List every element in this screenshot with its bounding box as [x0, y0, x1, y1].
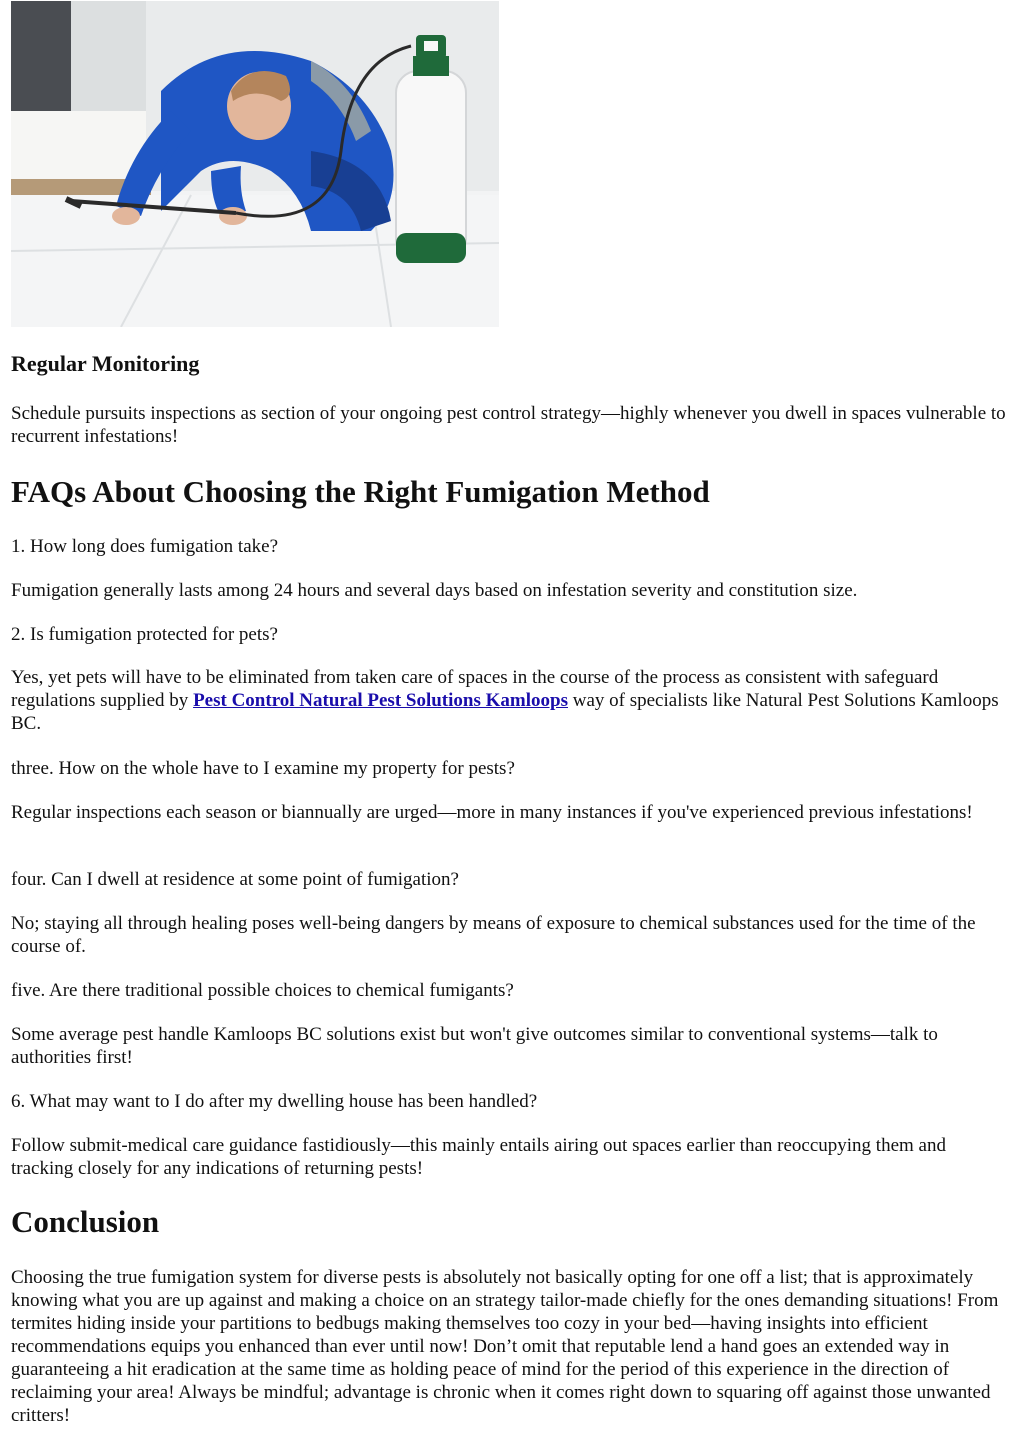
pest-control-link[interactable]: Pest Control Natural Pest Solutions Kamloops — [193, 690, 568, 711]
faq-question-1: 1. How long does fumigation take? — [11, 536, 279, 557]
faq-answer-5: Some average pest handle Kamloops BC solutions exist but won't give outcomes similar to conventional systems—talk to authorities first! — [11, 1024, 938, 1068]
faq-answer-2-text-after: way of specialists like Natural Pest Solutions Kamloops BC. — [11, 690, 999, 734]
faq-question-4: four. Can I dwell at residence at some point of fumigation? — [11, 869, 459, 890]
faq-question-6: 6. What may want to I do after my dwelling house has been handled? — [11, 1091, 538, 1112]
faq-question-3: three. How on the whole have to I examine my property for pests? — [11, 758, 515, 779]
conclusion-paragraph: Choosing the true fumigation system for diverse pests is absolutely not basically opting for one off a list; that is approximately knowing what you are up against and making a choice on an strategy tailor-made chiefly for the ones demanding situations! From termites hiding inside your partitions to bedbugs making themselves too cozy in your bed—having insights into efficient recommendations equips you enhanced than ever until now! Don’t omit that reputable lend a hand goes an extended way in guaranteeing a hit eradication at the same time as holding peace of mind for the period of this experience in the direction of reclaiming your area! Always be mindful; advantage is chronic when it comes right down to squaring off against those unwanted critters! — [11, 1267, 999, 1426]
photo-illustration — [11, 1, 499, 327]
faq-question-2: 2. Is fumigation protected for pets? — [11, 624, 278, 645]
faq-answer-2-text-before: Yes, yet pets will have to be eliminated from taken care of spaces in the course of the process as consistent with safeguard regulations supplied by — [11, 667, 939, 711]
faq-answer-3: Regular inspections each season or biannually are urged—more in many instances if you've experienced previous infestations! — [11, 802, 973, 823]
faq-answer-2 — [11, 666, 1011, 735]
faq-answer-1: Fumigation generally lasts among 24 hours and several days based on infestation severity and constitution size. — [11, 580, 858, 601]
conclusion-heading: Conclusion — [11, 1204, 160, 1239]
faq-answer-4: No; staying all through healing poses well-being dangers by means of exposure to chemical substances used for the time of the course of. — [11, 913, 976, 957]
faq-heading: FAQs About Choosing the Right Fumigation Method — [11, 474, 710, 509]
monitoring-paragraph: Schedule pursuits inspections as section of your ongoing pest control strategy—highly whenever you dwell in spaces vulnerable to recurrent infestations! — [11, 403, 1006, 447]
faq-answer-6: Follow submit-medical care guidance fastidiously—this mainly entails airing out spaces earlier than reoccupying them and tracking closely for any indications of returning pests! — [11, 1135, 946, 1179]
faq-question-5: five. Are there traditional possible choices to chemical fumigants? — [11, 980, 514, 1001]
monitoring-heading: Regular Monitoring — [11, 351, 200, 376]
pest-control-photo — [11, 1, 499, 327]
